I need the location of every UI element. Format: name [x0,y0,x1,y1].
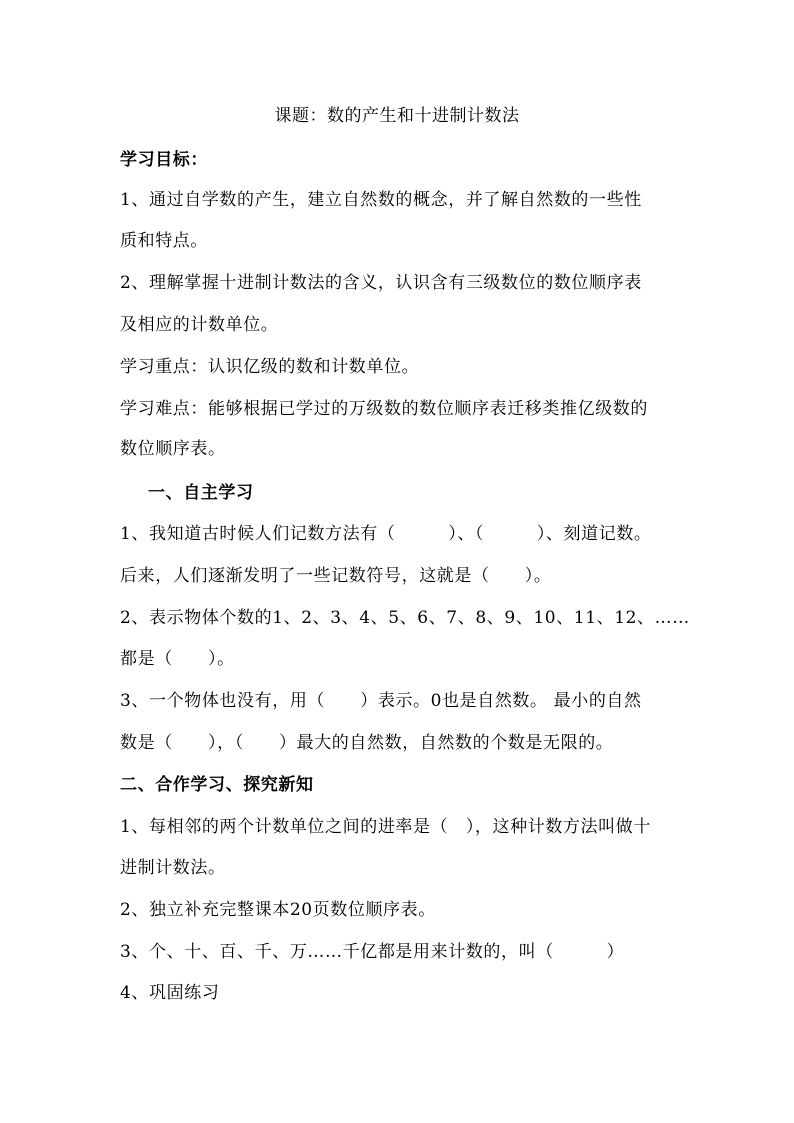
section-cooperative-study: 二、合作学习、探究新知 [120,775,314,795]
self-study-q1-line-2: 后来，人们逐渐发明了一些记数符号，这就是（ ）。 [120,566,552,586]
self-study-q3-line-2: 数是（ ），（ ）最大的自然数，自然数的个数是无限的。 [120,733,614,753]
coop-q4: 4、巩固练习 [120,983,220,1003]
coop-q1-line-2: 进制计数法。 [120,858,226,878]
coop-q2: 2、独立补充完整课本20页数位顺序表。 [120,900,436,920]
self-study-q2-line-2: 都是（ ）。 [120,649,235,669]
lesson-title: 课题：数的产生和十进制计数法 [274,106,520,126]
section-learning-goals: 学习目标： [120,150,208,170]
coop-q3: 3、个、十、百、千、万……千亿都是用来计数的，叫（ ） [120,942,625,962]
self-study-q1-line-1: 1、我知道古时候人们记数方法有（ ）、（ ）、刻道记数。 [120,524,652,544]
self-study-q2-line-1: 2、表示物体个数的1、2、3、4、5、6、7、8、9、10、11、12、…… [120,608,690,628]
goal-2-line-1: 2、理解掌握十进制计数法的含义，认识含有三级数位的数位顺序表 [120,273,642,293]
self-study-q3-line-1: 3、一个物体也没有，用（ ）表示。0也是自然数。 最小的自然 [120,691,642,711]
goal-2-line-2: 及相应的计数单位。 [120,315,279,335]
difficult-point-line-2: 数位顺序表。 [120,439,226,459]
section-self-study: 一、自主学习 [148,483,254,503]
goal-1-line-2: 质和特点。 [120,231,208,251]
goal-1-line-1: 1、通过自学数的产生，建立自然数的概念，并了解自然数的一些性 [120,190,642,210]
coop-q1-line-1: 1、每相邻的两个计数单位之间的进率是（ ），这种计数方法叫做十 [120,817,651,837]
difficult-point-line-1: 学习难点：能够根据已学过的万级数的数位顺序表迁移类推亿级数的 [120,399,648,419]
key-point: 学习重点：认识亿级的数和计数单位。 [120,357,420,377]
